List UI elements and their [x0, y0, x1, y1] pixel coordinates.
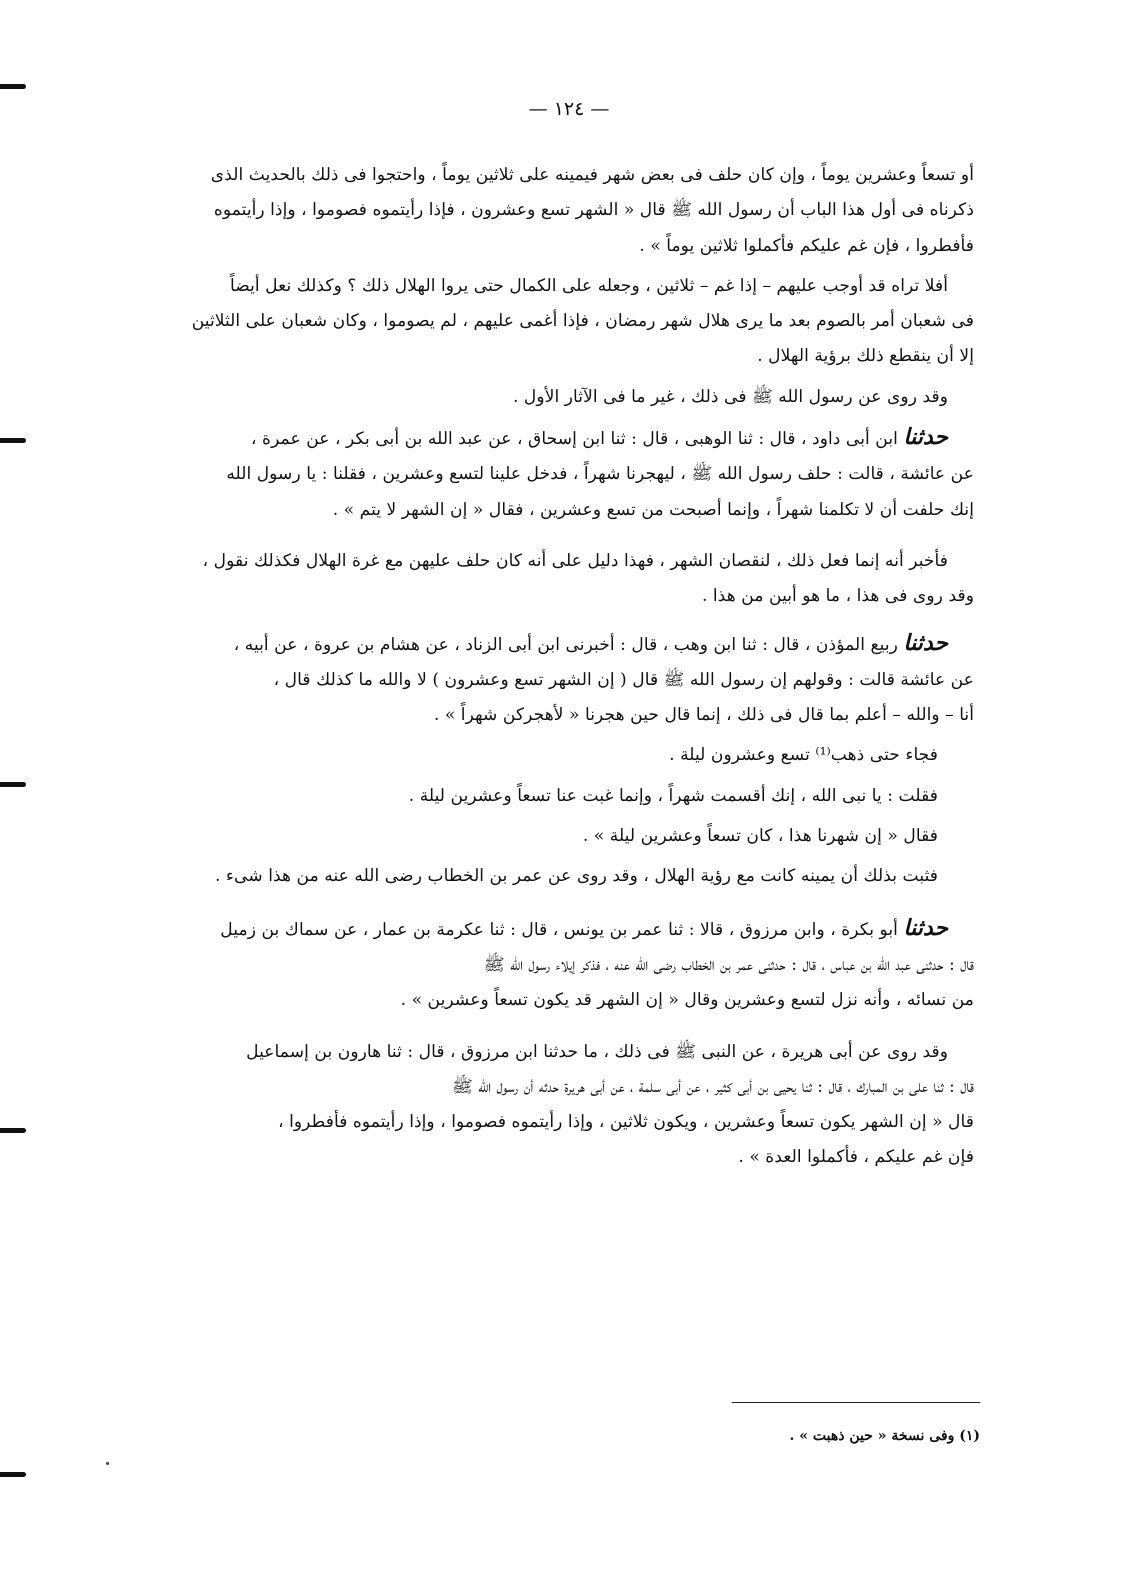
margin-mark: [0, 1472, 26, 1477]
page-number: — ١٢٤ —: [528, 98, 610, 120]
line-text: ابن أبى داود ، قال : ثنا الوهبى ، قال : ثنا ابن إسحاق ، عن عبد الله بن أبى بكر ، عن عمرة ،: [251, 429, 898, 450]
paragraph-11: [128, 911, 974, 948]
text-line: من نسائه ، وأنه نزل لتسع وعشرين وقال « إن الشهر قد يكون تسعاً وعشرين » .: [400, 990, 974, 1011]
hadith-marker: حدثنا: [903, 914, 948, 941]
text-line: فقلت : يا نبى الله ، إنك أقسمت شهراً ، وإنما غبت عنا تسعاً وعشرين ليلة .: [408, 785, 938, 806]
paragraph-7: [128, 738, 974, 773]
text-line: أنا – والله – أعلم بما قال فى ذلك ، إنما قال حين هجرنا « لأهجركن شهراً » .: [433, 705, 974, 726]
text-line: فإن غم عليكم ، فأكملوا العدة » .: [738, 1147, 974, 1168]
paragraph-3: [128, 380, 974, 415]
text-line: فجاء حتى ذهب⁽¹⁾ تسع وعشرون ليلة .: [669, 745, 938, 766]
text-line: وقد روى عن رسول الله ﷺ فى ذلك ، غير ما فى الآثار الأول .: [513, 386, 948, 407]
text-line: أو تسعاً وعشرين يوماً ، وإن كان حلف فى بعض شهر فيمينه على ثلاثين يوماً ، واحتجوا فى ذلك بالحديث الذى: [210, 165, 974, 185]
line-text: ربيع المؤذن ، قال : ثنا ابن وهب ، قال : أخبرنى ابن أبى الزناد ، عن هشام بن عروة ، عن أبيه ،: [233, 634, 898, 655]
paragraph-4-cont: [128, 457, 974, 528]
paragraph-2: [128, 269, 974, 304]
text-line: وقد روى فى هذا ، ما هو أبين من هذا .: [701, 586, 974, 607]
margin-mark: [0, 84, 26, 89]
text-line: عن عائشة قالت : وقولهم إن رسول الله ﷺ قال ( إن الشهر تسع وعشرون ) لا والله ما كذلك قال ،: [273, 669, 974, 690]
text-line: فأفطروا ، فإن غم عليكم فأكملوا ثلاثين يوماً » .: [639, 235, 974, 256]
main-text: [128, 158, 974, 1176]
text-line: [128, 420, 948, 457]
paragraph-6: [128, 626, 974, 663]
paragraph-12: [128, 1035, 974, 1070]
text-line: ذكرناه فى أول هذا الباب أن رسول الله ﷺ قال « الشهر تسع وعشرون ، فإذا رأيتموه فصوموا ، وإذا رأيتموه: [213, 200, 974, 221]
paragraph-8: [128, 779, 974, 814]
paragraph-4: [128, 420, 974, 457]
paragraph-5-cont: [128, 579, 974, 614]
text-line: أفلا تراه قد أوجب عليهم – إذا غم – ثلاثين ، وجعله على الكمال حتى يروا الهلال ذلك ؟ وكذلك نعل أيضاً: [229, 275, 948, 296]
margin-mark: [0, 1128, 26, 1133]
paragraph-9: [128, 819, 974, 854]
text-line: [128, 626, 948, 663]
paragraph-12-cont: [128, 1070, 974, 1176]
paragraph-5: [128, 544, 974, 579]
footnote: (١) وفى نسخة « حين ذهبت » .: [789, 1428, 980, 1444]
text-line: [128, 911, 948, 948]
line-text: أبو بكرة ، وابن مرزوق ، قالا : ثنا عمر بن يونس ، قال : ثنا عكرمة بن عمار ، عن سماك بن زميل: [220, 919, 898, 940]
paragraph-2-cont: [128, 304, 974, 375]
hadith-marker: حدثنا: [903, 424, 948, 451]
text-line: فثبت بذلك أن يمينه كانت مع رؤية الهلال ، وقد روى عن عمر بن الخطاب رضى الله عنه من هذا شىء .: [215, 866, 938, 887]
text-line: فى شعبان أمر بالصوم بعد ما يرى هلال شهر رمضان ، فإذا أغمى عليهم ، لم يصوموا ، وكان شعبان على الثلاثين: [191, 311, 974, 332]
text-line: إنك حلفت أن لا تكلمنا شهراً ، وإنما أصبحت من تسع وعشرين ، فقال « إن الشهر لا يتم » .: [332, 499, 974, 520]
text-line: عن عائشة ، قالت : حلف رسول الله ﷺ ، ليهجرنا شهراً ، فدخل علينا لتسع وعشرين ، فقلنا : يا رسول الله: [226, 464, 974, 485]
paragraph-10: [128, 859, 974, 894]
text-line: إلا أن ينقطع ذلك برؤية الهلال .: [757, 346, 974, 367]
text-line: قال : حدثنى عبد الله بن عباس ، قال : حدثنى عمر بن الخطاب رضى الله عنه ، فذكر إيلاء رسول الله ﷺ: [483, 954, 974, 975]
footnote-rule: [732, 1402, 980, 1403]
text-line: فقال « إن شهرنا هذا ، كان تسعاً وعشرين ليلة » .: [582, 826, 938, 847]
paragraph-6-cont: [128, 663, 974, 734]
paragraph-1: [128, 158, 974, 264]
margin-mark: [0, 438, 26, 443]
text-line: قال « إن الشهر يكون تسعاً وعشرين ، ويكون ثلاثين ، وإذا رأيتموه فصوموا ، وإذا رأيتموه فأفطروا ،: [278, 1112, 974, 1133]
text-line: وقد روى عن أبى هريرة ، عن النبى ﷺ فى ذلك ، ما حدثنا ابن مرزوق ، قال : ثنا هارون بن إسماعيل: [246, 1041, 948, 1062]
text-line: فأخبر أنه إنما فعل ذلك ، لنقصان الشهر ، فهذا دليل على أنه كان حلف عليهن مع غرة الهلال فكذلك نقول ،: [202, 550, 948, 571]
scan-speck: [106, 1462, 109, 1465]
margin-mark: [0, 782, 26, 787]
paragraph-11-cont: [128, 948, 974, 1019]
hadith-marker: حدثنا: [903, 629, 948, 656]
text-line: قال : ثنا على بن المبارك ، قال : ثنا يحيى بن أبى كثير ، عن أبى سلمة ، عن أبى هريرة حدثه أن رسول الله ﷺ: [452, 1076, 974, 1097]
